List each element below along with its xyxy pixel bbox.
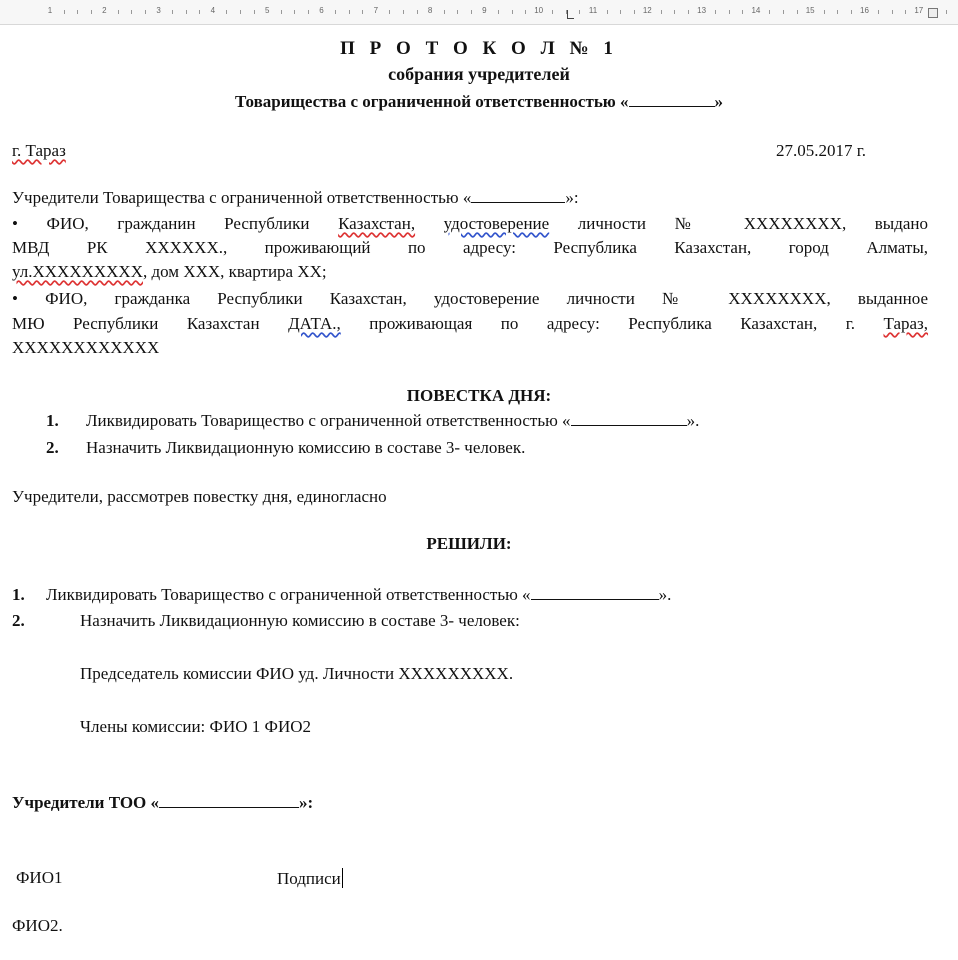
founder1-house: , дом XXX, квартира XX; — [142, 262, 327, 281]
signatory-2-name: ФИО2. — [12, 916, 63, 935]
considered-line: Учредители, рассмотрев повестку дня, единогласно — [12, 487, 387, 506]
founders-sign-blank — [159, 793, 299, 808]
text-cursor — [342, 868, 343, 888]
company-prefix: Товарищества с ограниченной ответственностью « — [234, 92, 629, 111]
founder1-text-d: личности № XXXXXXXX, выдано — [577, 214, 929, 233]
founder2-text-a: МЮ Республики Казахстан — [12, 314, 260, 333]
ruler-number: 2 — [102, 6, 107, 15]
ruler-number: 8 — [427, 6, 433, 15]
ruler-minor-tick — [131, 10, 132, 14]
signatory-1-name: ФИО1 — [16, 868, 63, 887]
decision-item-1-tail: ». — [658, 585, 672, 604]
tab-stop-marker[interactable] — [567, 10, 574, 19]
decision-item-1-text: Ликвидировать Товарищество с ограниченной ответственностью « — [46, 585, 531, 604]
founders-sign-suffix: »: — [299, 793, 314, 812]
founder2-line2 — [12, 314, 928, 334]
city-line — [12, 141, 66, 161]
founder2-line1: • ФИО, гражданка Республики Казахстан, удостоверение личности № XXXXXXXX, выданное — [12, 289, 928, 308]
agenda-item-1-num: 1. — [46, 411, 59, 430]
ruler-number: 5 — [264, 6, 270, 15]
ruler-scale — [14, 6, 924, 18]
founder1-line2: МВД РК XXXXXX., проживающий по адресу: Республика Казахстан, город Алматы, — [12, 238, 928, 257]
city: г. Тараз — [12, 141, 66, 160]
doc-subtitle: собрания учредителей — [388, 64, 570, 84]
ruler-number: 15 — [805, 6, 815, 15]
commission-chairman: Председатель комиссии ФИО уд. Личности XXXXXXXXX. — [80, 664, 514, 683]
agenda-item-2 — [46, 438, 525, 458]
ruler-minor-tick — [186, 10, 187, 14]
ruler-number: 1 — [47, 6, 53, 15]
doc-company-line — [0, 92, 958, 112]
ruler-minor-tick — [783, 10, 784, 14]
decision-item-2-text: Назначить Ликвидационную комиссию в составе 3- человек: — [80, 611, 520, 630]
ruler-minor-tick — [240, 10, 241, 14]
ruler-minor-tick — [729, 10, 730, 14]
founder2-text-c: проживающая по адресу: Республика Казахстан, г. — [369, 314, 856, 333]
ruler-minor-tick — [281, 10, 282, 14]
document-page[interactable] — [0, 24, 958, 960]
ruler-minor-tick — [620, 10, 621, 14]
doc-title: П Р О Т О К О Л № 1 — [340, 38, 618, 59]
ruler-number: 13 — [697, 6, 707, 15]
ruler-minor-tick — [837, 10, 838, 14]
ruler-minor-tick — [824, 10, 825, 14]
company-suffix: » — [714, 92, 724, 111]
decision-item-2-num: 2. — [12, 611, 25, 630]
decision-item-2 — [12, 611, 520, 631]
signature-label-line[interactable] — [277, 868, 343, 889]
ruler-minor-tick — [172, 10, 173, 14]
ruler-minor-tick — [457, 10, 458, 14]
agenda-item-2-num: 2. — [46, 438, 59, 457]
ruler-minor-tick — [335, 10, 336, 14]
ruler-minor-tick — [77, 10, 78, 14]
ruler-number: 11 — [588, 6, 598, 15]
agenda-item-1-text: Ликвидировать Товарищество с ограниченной ответственностью « — [86, 411, 571, 430]
founders-intro — [12, 188, 579, 208]
ruler-minor-tick — [715, 10, 716, 14]
ruler-number: 16 — [860, 6, 869, 15]
ruler-minor-tick — [389, 10, 390, 14]
ruler-number: 3 — [156, 6, 161, 15]
ruler-number: 4 — [210, 6, 216, 15]
ruler-number: 17 — [914, 6, 924, 15]
founder1-country: Казахстан, — [338, 214, 416, 233]
commission-members: Члены комиссии: ФИО 1 ФИО2 — [80, 717, 312, 736]
founder2-line3: XXXXXXXXXXXX — [12, 338, 160, 357]
signature-label: Подписи — [277, 869, 341, 888]
ruler-minor-tick — [226, 10, 227, 14]
ruler-minor-tick — [661, 10, 662, 14]
founder1-line1 — [12, 214, 928, 234]
founder1-text-a: • ФИО, гражданин Республики — [12, 214, 310, 233]
ruler-minor-tick — [512, 10, 513, 14]
ruler-minor-tick — [294, 10, 295, 14]
decision-item-1-num: 1. — [12, 585, 25, 604]
agenda-heading: ПОВЕСТКА ДНЯ: — [406, 386, 552, 405]
founder2-date: ДАТА., — [288, 314, 341, 333]
agenda-item-1-blank — [571, 411, 687, 426]
agenda-item-2-text: Назначить Ликвидационную комиссию в составе 3- человек. — [86, 438, 526, 457]
founder2-city: Тараз, — [883, 314, 929, 333]
decided-heading: РЕШИЛИ: — [426, 534, 512, 553]
ruler-minor-tick — [118, 10, 119, 14]
ruler-minor-tick — [769, 10, 770, 14]
decision-item-1-blank — [531, 585, 659, 600]
ruler-number: 10 — [534, 6, 544, 15]
ruler-minor-tick — [444, 10, 445, 14]
founders-intro-suffix: »: — [565, 188, 579, 207]
company-blank — [629, 92, 715, 107]
ruler-number: 6 — [319, 6, 324, 15]
ruler-minor-tick — [403, 10, 404, 14]
founders-signature-heading — [12, 793, 313, 813]
founders-sign-prefix: Учредители ТОО « — [12, 793, 160, 812]
right-indent-marker[interactable] — [928, 8, 938, 18]
ruler-number: 14 — [751, 6, 761, 15]
agenda-item-1 — [46, 411, 699, 431]
ruler-minor-tick — [498, 10, 499, 14]
ruler-number: 12 — [642, 6, 652, 15]
horizontal-ruler[interactable] — [0, 0, 958, 25]
ruler-minor-tick — [607, 10, 608, 14]
founder1-street: ул.XXXXXXXXX — [12, 262, 143, 281]
founders-intro-blank — [471, 188, 565, 203]
ruler-minor-tick — [878, 10, 879, 14]
ruler-minor-tick — [946, 10, 947, 14]
founder1-id-word: удостоверение — [443, 214, 550, 233]
decision-item-1 — [12, 585, 671, 605]
agenda-item-1-tail: ». — [686, 411, 700, 430]
date: 27.05.2017 г. — [776, 141, 867, 160]
ruler-minor-tick — [674, 10, 675, 14]
ruler-minor-tick — [552, 10, 553, 14]
founders-intro-prefix: Учредители Товарищества с ограниченной ответственностью « — [12, 188, 472, 207]
ruler-number: 9 — [482, 6, 487, 15]
founder1-line3 — [12, 262, 327, 282]
ruler-number: 7 — [373, 6, 379, 15]
ruler-minor-tick — [892, 10, 893, 14]
ruler-minor-tick — [64, 10, 65, 14]
ruler-minor-tick — [349, 10, 350, 14]
